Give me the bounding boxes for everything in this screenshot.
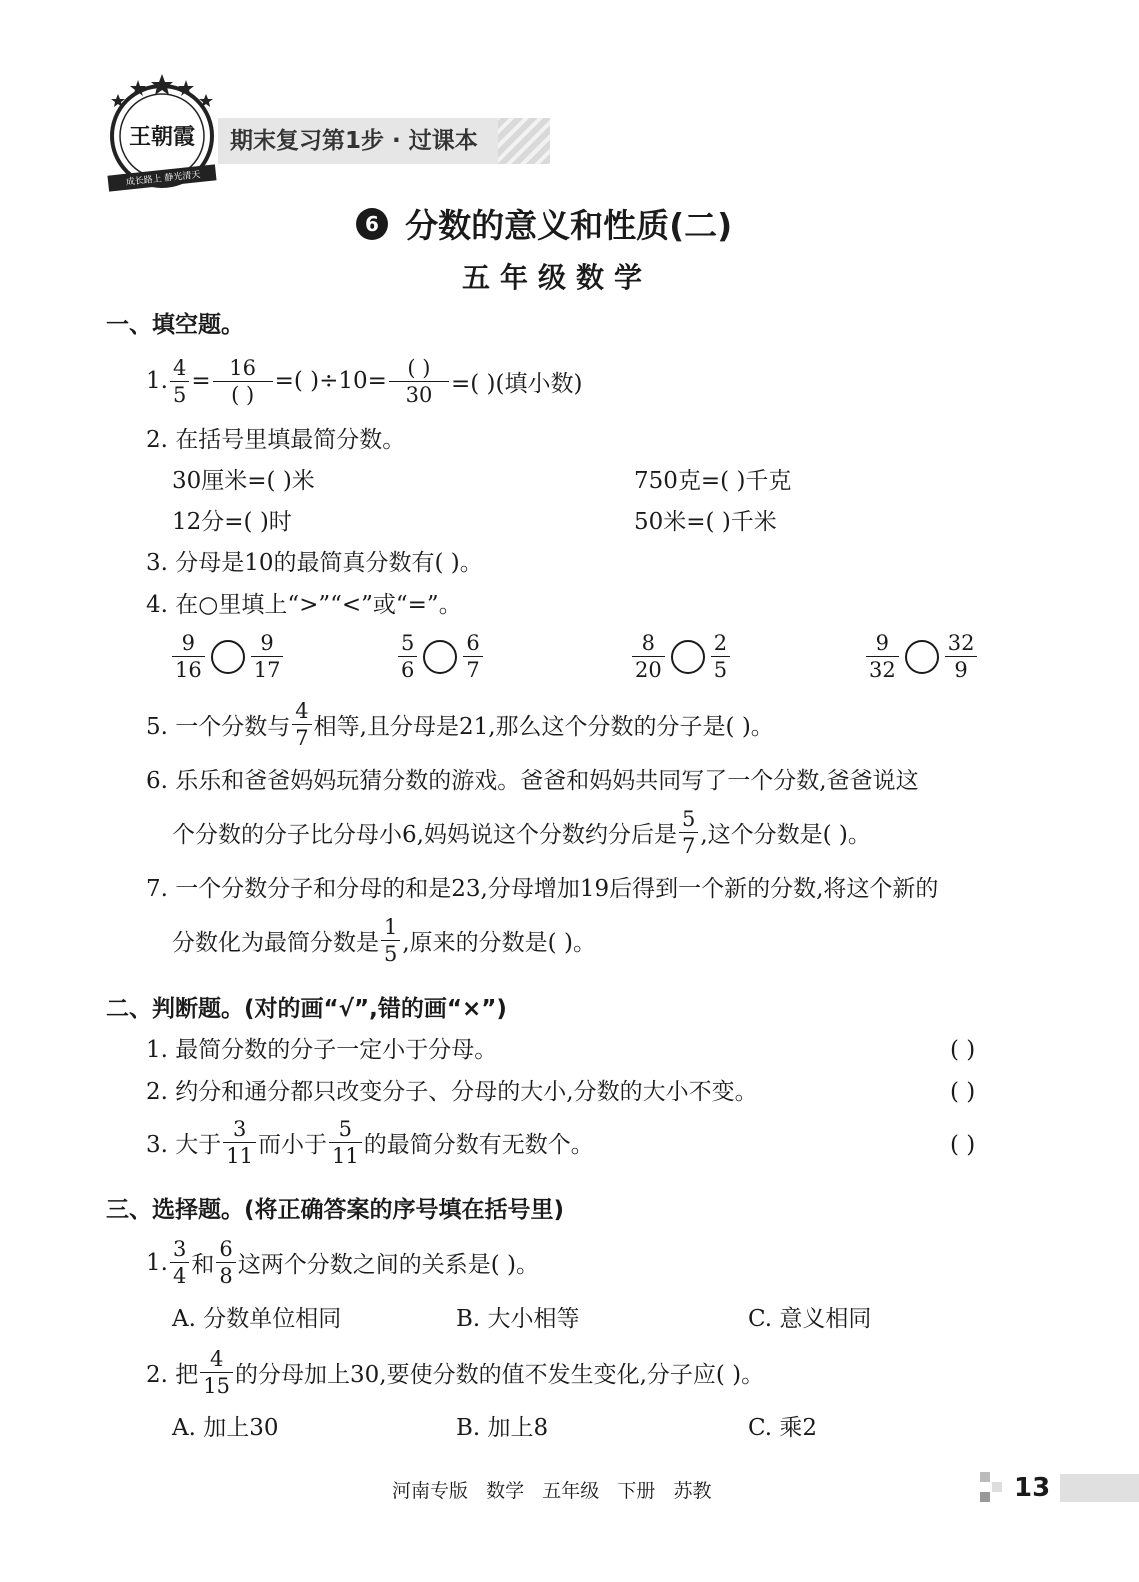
question-1-3: 3. 分母是10的最简真分数有( )。: [146, 550, 483, 576]
question-1-7-line1: 7. 一个分数分子和分母的和是23,分母增加19后得到一个新的分数,将这个新的: [146, 876, 939, 902]
choice-option-a: A. 分数单位相同: [172, 1306, 342, 1332]
choice-option-b: B. 加上8: [456, 1415, 549, 1441]
choice-option-c: C. 乘2: [748, 1415, 818, 1441]
answer-circle[interactable]: [211, 640, 245, 674]
question-1-5: 5. 一个分数与 $\frac{4}{7}$ 相等,且分母是21,那么这个分数的分子是( )。: [146, 699, 774, 750]
conversion-item: 12分=( )时: [172, 509, 292, 535]
choice-option-a: A. 加上30: [172, 1415, 279, 1441]
fraction: $\frac{( )}{30}$: [389, 355, 449, 408]
question-1-2: 2. 在括号里填最简分数。: [146, 427, 406, 453]
unit-title: [356, 200, 732, 246]
judge-question-2: 2. 约分和通分都只改变分子、分母的大小,分数的大小不变。: [146, 1079, 758, 1105]
answer-paren[interactable]: ( ): [950, 1037, 976, 1063]
compare-pair: $\frac{9}{16}$ $\frac{9}{17}$: [170, 630, 285, 683]
choice-question-1: 1. $\frac{3}{4}$ 和 $\frac{6}{8}$ 这两个分数之间的关系是( )。: [146, 1237, 539, 1288]
answer-circle[interactable]: [423, 640, 457, 674]
question-1-4: 4. 在○里填上“>”“<”或“=”。: [146, 592, 462, 618]
unit-number-badge: 6: [356, 208, 388, 240]
fraction: $\frac{4}{5}$: [170, 355, 189, 408]
choice-option-b: B. 大小相等: [456, 1306, 580, 1332]
answer-circle[interactable]: [905, 640, 939, 674]
chapter-banner: [218, 118, 550, 164]
question-1-7-line2: 分数化为最简分数是 $\frac{1}{5}$ ,原来的分数是( )。: [172, 915, 596, 966]
compare-pair: $\frac{9}{32}$ $\frac{32}{9}$: [864, 630, 979, 683]
conversion-item: 30厘米=( )米: [172, 468, 315, 494]
conversion-item: 750克=( )千克: [634, 468, 792, 494]
choice-option-c: C. 意义相同: [748, 1306, 872, 1332]
judge-question-3: 3. 大于 $\frac{3}{11}$ 而小于 $\frac{5}{11}$ 的最简分数有无数个。: [146, 1117, 594, 1168]
fraction: $\frac{16}{( )}$: [213, 355, 273, 408]
answer-paren[interactable]: ( ): [950, 1079, 976, 1105]
conversion-item: 50米=( )千米: [634, 509, 777, 535]
section2-heading: 二、判断题。(对的画“√”,错的画“×”): [106, 996, 507, 1022]
choice-question-2: 2. 把 $\frac{4}{15}$ 的分母加上30,要使分数的值不发生变化,分子应( )。: [146, 1347, 765, 1398]
question-1-1: 1. $\frac{4}{5}$ = $\frac{16}{( )}$ =( )÷10= $\frac{( )}{30}$ =( )(填小数): [146, 355, 583, 407]
footer-info: 河南专版 数学 五年级 下册 苏教: [392, 1480, 712, 1502]
answer-paren[interactable]: ( ): [950, 1132, 976, 1158]
page-number: 13: [1014, 1473, 1051, 1503]
logo-text: 王朝霞: [128, 124, 195, 150]
logo-slogan: 成长路上 静光清天: [125, 170, 201, 188]
section3-heading: 三、选择题。(将正确答案的序号填在括号里): [106, 1197, 565, 1223]
page-subtitle: 五年级数学: [462, 261, 653, 294]
question-1-6-line1: 6. 乐乐和爸爸妈妈玩猜分数的游戏。爸爸和妈妈共同写了一个分数,爸爸说这: [146, 768, 919, 794]
compare-pair: $\frac{5}{6}$ $\frac{6}{7}$: [396, 630, 485, 683]
question-1-6-line2: 个分数的分子比分母小6,妈妈说这个分数约分后是 $\frac{5}{7}$ ,这个分数是( )。: [172, 807, 871, 858]
publisher-logo: [104, 72, 220, 192]
answer-circle[interactable]: [671, 640, 705, 674]
banner-text: 期末复习第1步 · 过课本: [230, 128, 478, 154]
page-tab: [980, 1472, 1139, 1504]
compare-pair: $\frac{8}{20}$ $\frac{2}{5}$: [630, 630, 732, 683]
unit-title-text: 分数的意义和性质(二): [405, 206, 733, 245]
section1-heading: 一、填空题。: [106, 312, 244, 338]
judge-question-1: 1. 最简分数的分子一定小于分母。: [146, 1037, 498, 1063]
